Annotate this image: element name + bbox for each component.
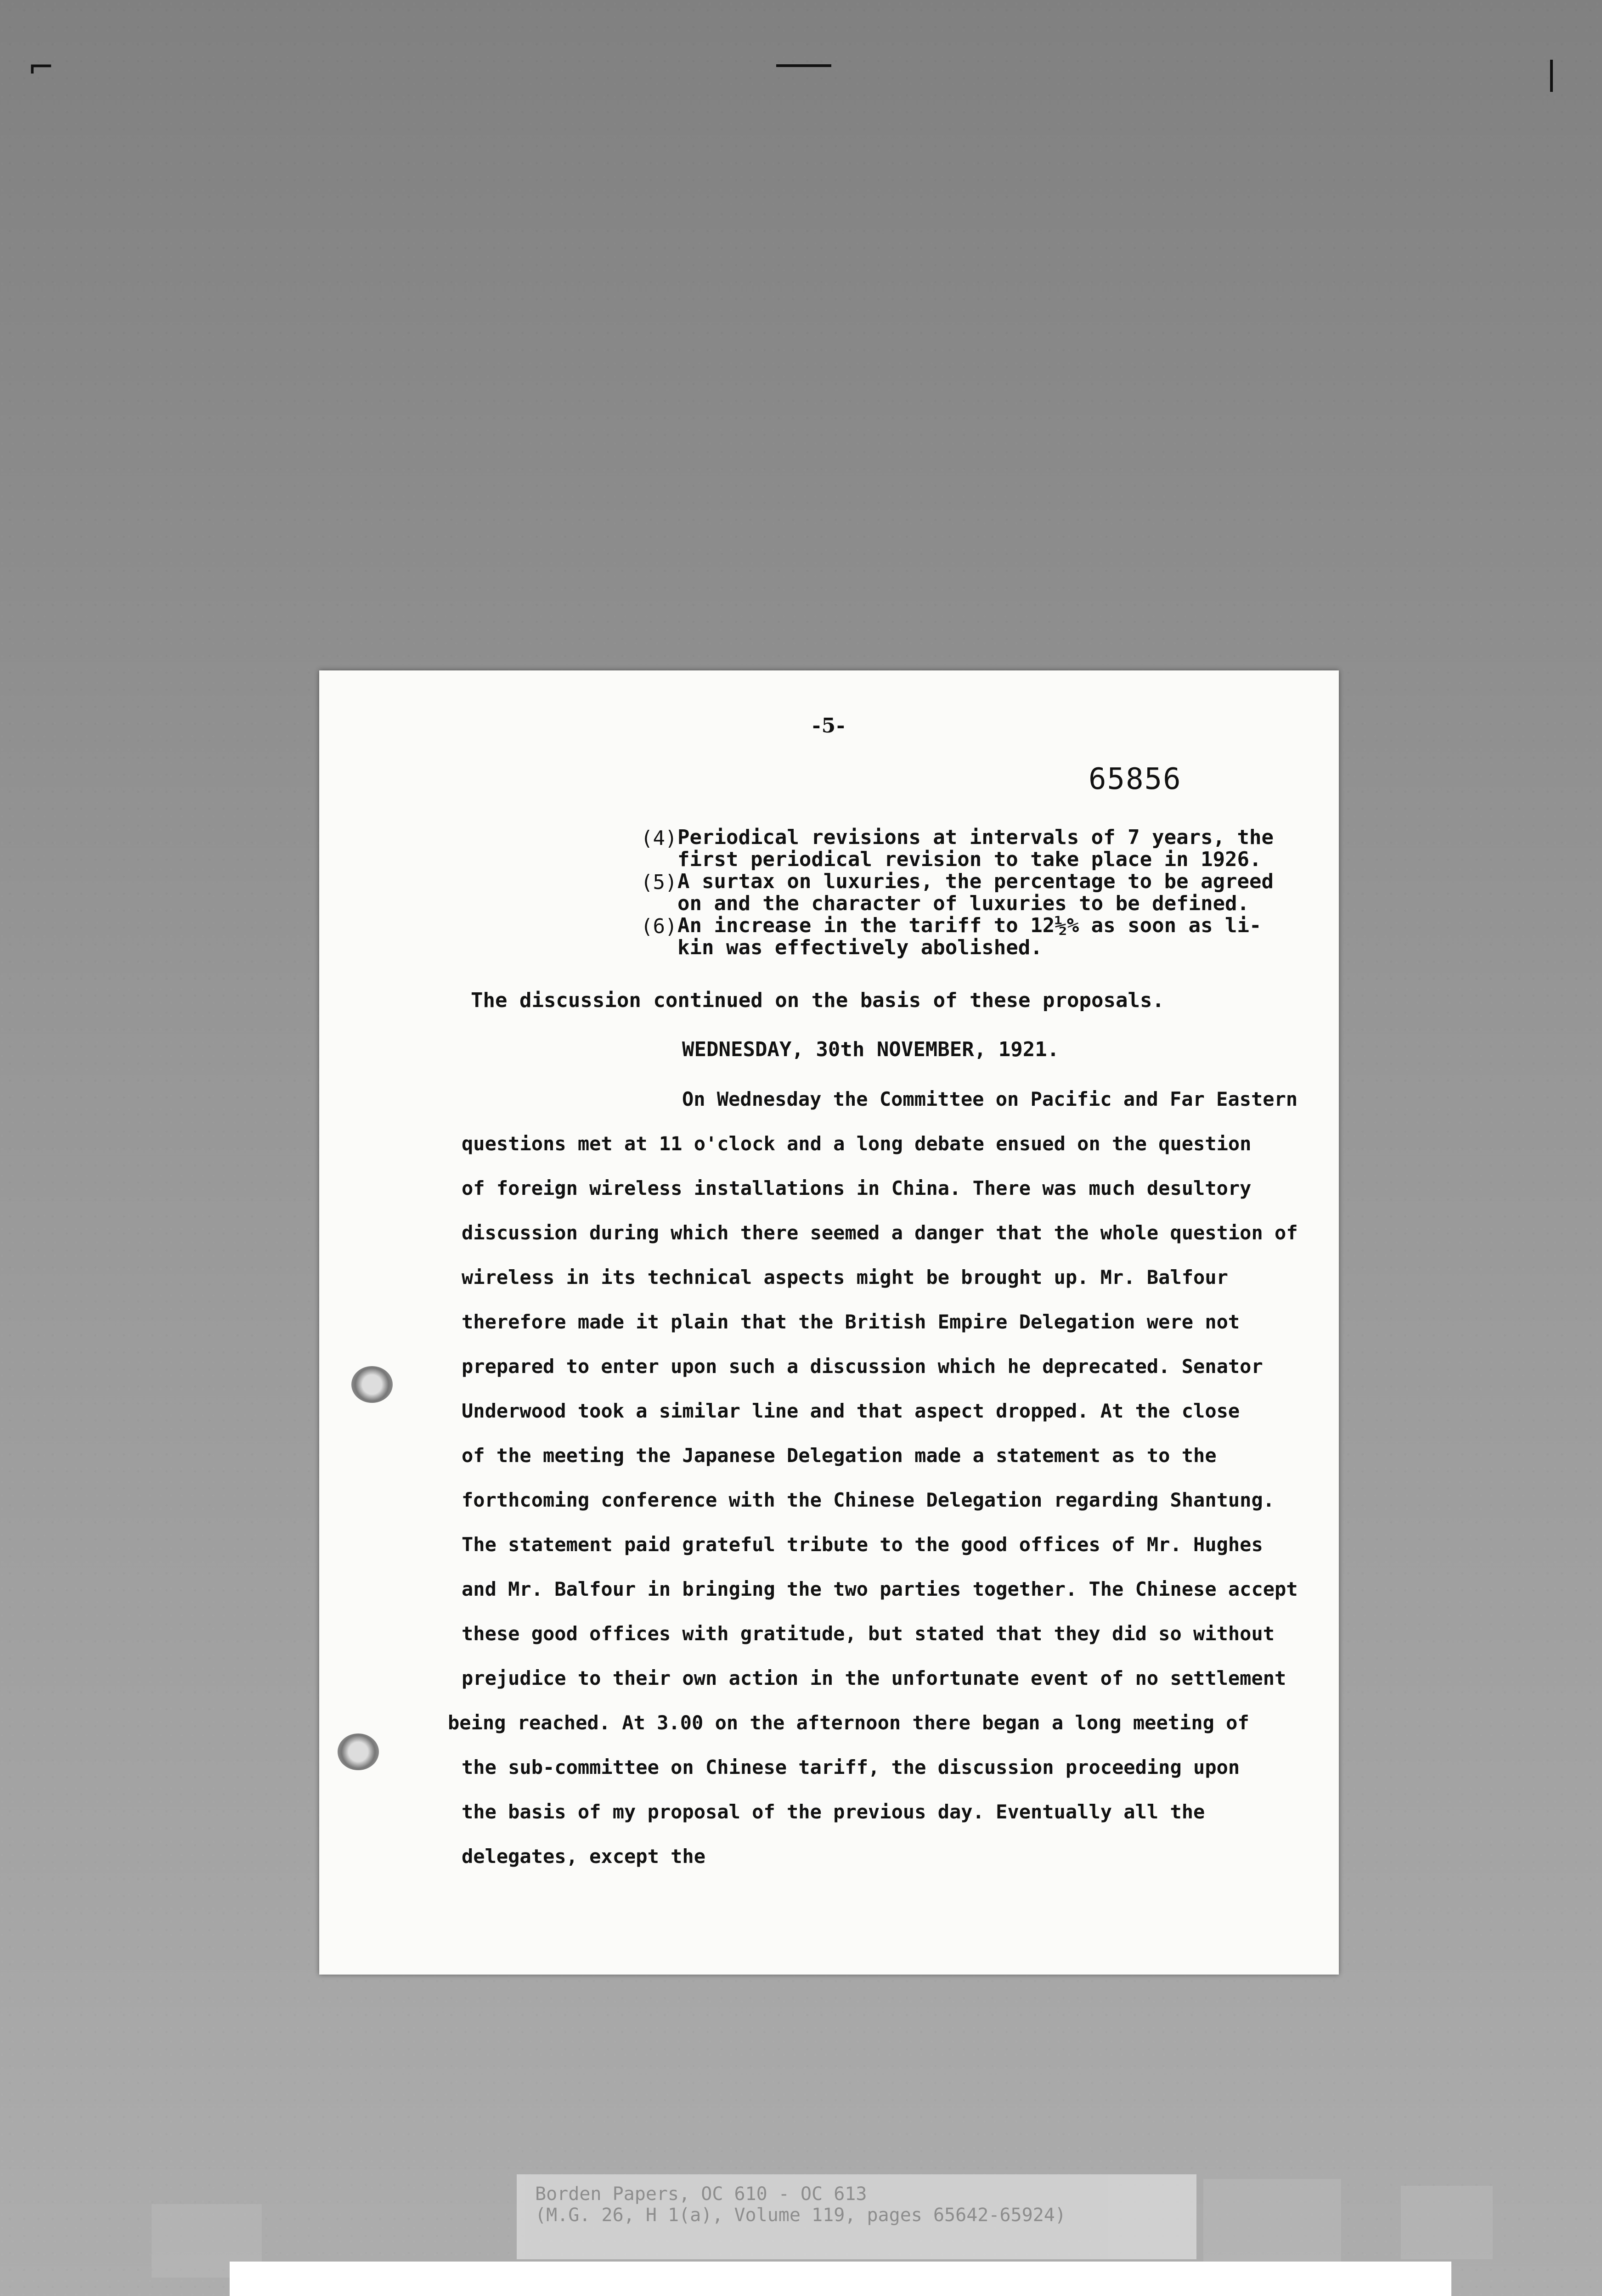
crop-mark-top-left: ⌐ [28,48,55,86]
frame-mark-top [776,64,831,67]
paragraph-line: the basis of my proposal of the previous day. Eventually all the [462,1801,1205,1823]
paragraph-line: The statement paid grateful tribute to the good offices of Mr. Hughes [462,1533,1263,1556]
tape-mark [1203,2179,1341,2262]
item-number: (5) [641,871,677,894]
reference-label [517,2174,1196,2259]
item-text: An increase in the tariff to 12½% as soon as li-kin was effectively abolished. [677,914,1262,959]
paragraph-line: and Mr. Balfour in bringing the two parties together. The Chinese accept [462,1578,1298,1600]
punch-hole-mark [351,1366,393,1403]
page-number: -5- [812,714,846,737]
archives-card [230,2262,1451,2296]
reference-line: (M.G. 26, H 1(a), Volume 119, pages 65642-65924) [535,2205,1066,2226]
punch-hole-mark [338,1733,379,1770]
paragraph-line: the sub-committee on Chinese tariff, the discussion proceeding upon [462,1756,1240,1778]
paragraph-line: therefore made it plain that the British Empire Delegation were not [462,1311,1240,1333]
item-number: (6) [641,915,677,938]
crop-mark-top-right [1550,60,1553,92]
reference-line: Borden Papers, OC 610 - OC 613 [535,2183,867,2205]
paragraph-line: of foreign wireless installations in China. There was much desultory [462,1177,1252,1199]
paragraph-line: these good offices with gratitude, but stated that they did so without [462,1622,1275,1645]
paragraph-line: delegates, except the [462,1845,706,1868]
paragraph-line: On Wednesday the Committee on Pacific and Far Eastern [682,1088,1298,1110]
list-item [641,871,1293,915]
paragraph-line: being reached. At 3.00 on the afternoon there began a long meeting of [448,1711,1249,1734]
paragraph-line: questions met at 11 o'clock and a long debate ensued on the question [462,1132,1252,1155]
paragraph-line: Underwood took a similar line and that aspect dropped. At the close [462,1400,1240,1422]
proposal-list [641,827,1293,959]
date-heading: WEDNESDAY, 30th NOVEMBER, 1921. [682,1038,1060,1061]
item-text: A surtax on luxuries, the percentage to be agreed on and the character of luxuries to be defined. [677,870,1274,915]
item-text: Periodical revisions at intervals of 7 years, the first periodical revision to take place in 1926. [677,826,1274,871]
discussion-line: The discussion continued on the basis of these proposals. [471,989,1164,1012]
paragraph-line: prejudice to their own action in the unfortunate event of no settlement [462,1667,1286,1689]
paragraph-line: forthcoming conference with the Chinese Delegation regarding Shantung. [462,1489,1275,1511]
paragraph-line: wireless in its technical aspects might be brought up. Mr. Balfour [462,1266,1228,1289]
list-item [641,915,1293,959]
document-page [319,670,1339,1975]
list-item [641,827,1293,871]
paragraph-line: discussion during which there seemed a danger that the whole question of [462,1221,1298,1244]
tape-mark [1401,2186,1493,2259]
item-number: (4) [641,827,677,850]
paragraph-line: prepared to enter upon such a discussion which he deprecated. Senator [462,1355,1263,1378]
paragraph-line: of the meeting the Japanese Delegation made a statement as to the [462,1444,1217,1467]
folio-stamp: 65856 [1089,762,1182,796]
body-paragraph [448,1077,1311,1879]
